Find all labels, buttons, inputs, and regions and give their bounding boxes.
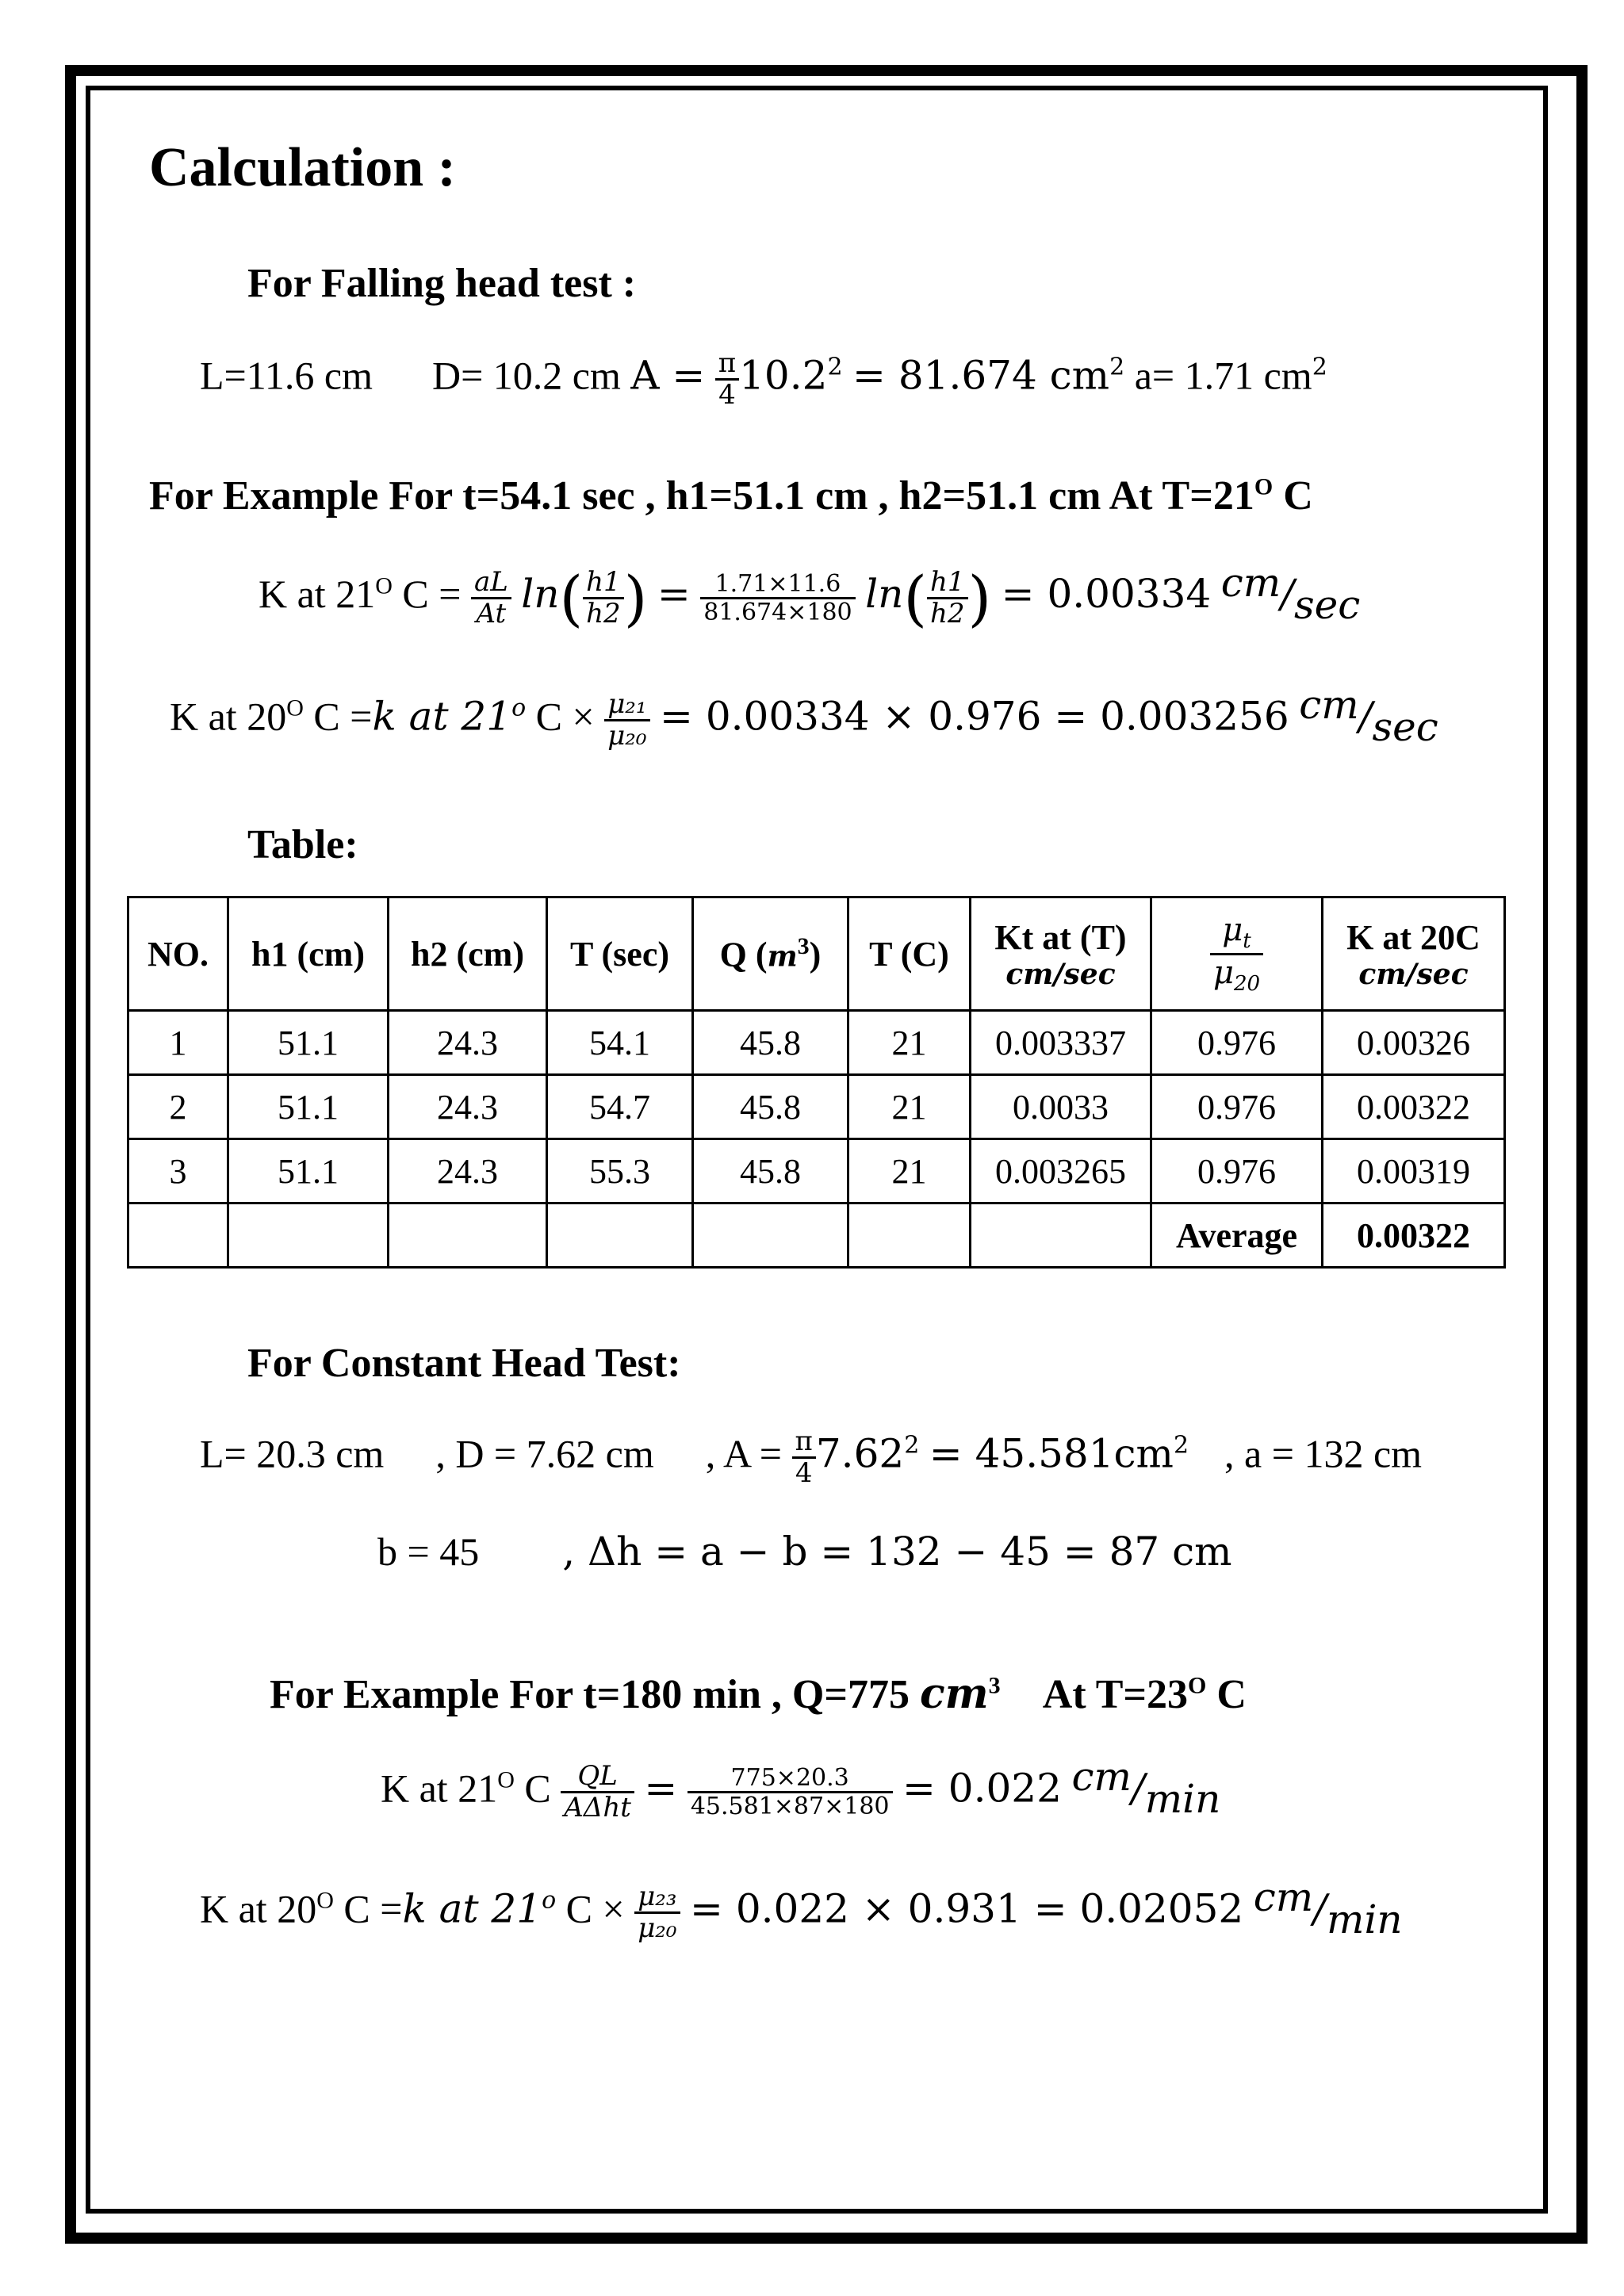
falling-mu-ratio: $\frac{\text{μ₂₁}}{\text{μ₂₀}}$ <box>604 690 649 752</box>
average-value: 0.00322 <box>1323 1203 1505 1268</box>
constant-k20-formula: K at $20^O$ C =k at 21$^o$ C × $\frac{\text{μ₂₃}}{\text{μ₂₀}}$ = 0.022 × 0.931 = 0.02052 cm/min <box>200 1874 1403 1945</box>
falling-head-heading: For Falling head test : <box>247 261 637 306</box>
constant-dimensions-line: L= 20.3 cm , D = 7.62 cm , A = $\frac{\pi}{4}$ $7.62^2 = 45.581cm^2$ , a = 132 cm <box>200 1425 1423 1490</box>
constant-mu-ratio: $\frac{\text{μ₂₃}}{\text{μ₂₀}}$ <box>634 1882 680 1944</box>
header-h1: h1 (cm) <box>228 897 389 1011</box>
page-title: Calculation : <box>149 137 456 198</box>
constant-dh: , Δh = a − b = 132 − 45 = 87 cm <box>562 1529 1232 1575</box>
falling-k20-formula: K at $20^O$ C =k at 21$^o$ C × $\frac{\text{μ₂₁}}{\text{μ₂₀}}$ = 0.00334 × 0.976 = 0.003256 cm/sec <box>170 682 1438 752</box>
falling-length: L=11.6 cm <box>200 353 373 398</box>
falling-area-label: A = <box>630 352 706 399</box>
falling-aL-over-At: $\frac{aL}{At}$ <box>471 568 511 629</box>
falling-example-line: For Example For t=54.1 sec , h1=51.1 cm , h2=51.1 cm At $T=21^O$ C <box>149 473 1313 519</box>
constant-k21-formula: K at $21^O$ C $\frac{QL}{\text{AΔht}}$ = $\frac{775\times 20.3}{45.581\times 87\times 180}$ = 0.022 cm/min <box>381 1754 1221 1824</box>
falling-dimensions-line: L=11.6 cm D= 10.2 cm A = $\frac{\pi}{4}$ 10.2$^2$ = 81.674 $cm^2$ a= 1.71 $cm^2$ <box>200 347 1327 411</box>
header-h2: h2 (cm) <box>389 897 547 1011</box>
table-label: Table: <box>247 822 358 867</box>
falling-area-value: 10.2 <box>739 352 828 399</box>
table-row: 2 51.1 24.3 54.7 45.8 21 0.0033 0.976 0.00322 <box>128 1075 1505 1139</box>
falling-k20-result: = 0.00334 × 0.976 = 0.003256 <box>660 693 1289 740</box>
constant-QL-fraction: $\frac{QL}{\text{AΔht}}$ <box>561 1762 634 1823</box>
falling-k21-formula: K at $21^O$ C = $\frac{aL}{At}$ ln( $\frac{h1}{h2}$ ) = $\frac{1.71\times 11.6}{81.674\times 180}$ ln( $\frac{h1}{h2}$ ) = 0.00334 cm/sec <box>259 559 1361 633</box>
header-no: NO. <box>128 897 228 1011</box>
constant-k21-unit: cm/min <box>1071 1754 1221 1823</box>
falling-small-area: a= 1.71 cm <box>1134 353 1312 398</box>
table-average-row <box>128 1203 1505 1268</box>
header-temp: T (C) <box>848 897 971 1011</box>
falling-k21-unit: cm/sec <box>1220 559 1361 628</box>
average-label: Average <box>1151 1203 1323 1268</box>
header-q: Q $(m^3)$ <box>693 897 848 1011</box>
header-mu-ratio: $\frac{\mu_t}{\mu_{20}}$ <box>1151 897 1323 1011</box>
falling-k20-unit: cm/sec <box>1299 682 1438 751</box>
table-header-row <box>128 897 1505 1011</box>
table-row: 3 51.1 24.3 55.3 45.8 21 0.003265 0.976 0.00319 <box>128 1139 1505 1203</box>
constant-numeric-fraction: $\frac{775\times 20.3}{45.581\times 87\times 180}$ <box>688 1765 893 1820</box>
falling-diameter: D= 10.2 cm <box>431 353 621 398</box>
constant-k20-unit: cm/min <box>1253 1874 1403 1943</box>
constant-pi-fraction: $\frac{\pi}{4}$ <box>792 1427 816 1489</box>
falling-area-result: = 81.674 cm <box>852 352 1110 399</box>
results-table <box>127 896 1506 1269</box>
header-t: T (sec) <box>547 897 693 1011</box>
constant-example-line: For Example For t=180 min , Q=775 $cm^3$ At $T=23^O$ C <box>270 1670 1247 1718</box>
constant-head-heading: For Constant Head Test: <box>247 1341 681 1386</box>
falling-pi-fraction: $\frac{\pi}{4}$ <box>715 349 739 411</box>
header-k20: K at 20C cm/sec <box>1323 897 1505 1011</box>
falling-numeric-fraction: $\frac{1.71\times 11.6}{81.674\times 180}$ <box>700 571 855 626</box>
table-row: 1 51.1 24.3 54.1 45.8 21 0.003337 0.976 0.00326 <box>128 1011 1505 1075</box>
constant-k21-result: = 0.022 <box>902 1765 1062 1812</box>
header-kt: Kt at (T) cm/sec <box>971 897 1151 1011</box>
constant-b-line: b = 45 , Δh = a − b = 132 − 45 = 87 cm <box>377 1529 1232 1575</box>
falling-k21-result: = 0.00334 <box>1001 570 1212 617</box>
constant-k20-result: = 0.022 × 0.931 = 0.02052 <box>690 1885 1244 1932</box>
